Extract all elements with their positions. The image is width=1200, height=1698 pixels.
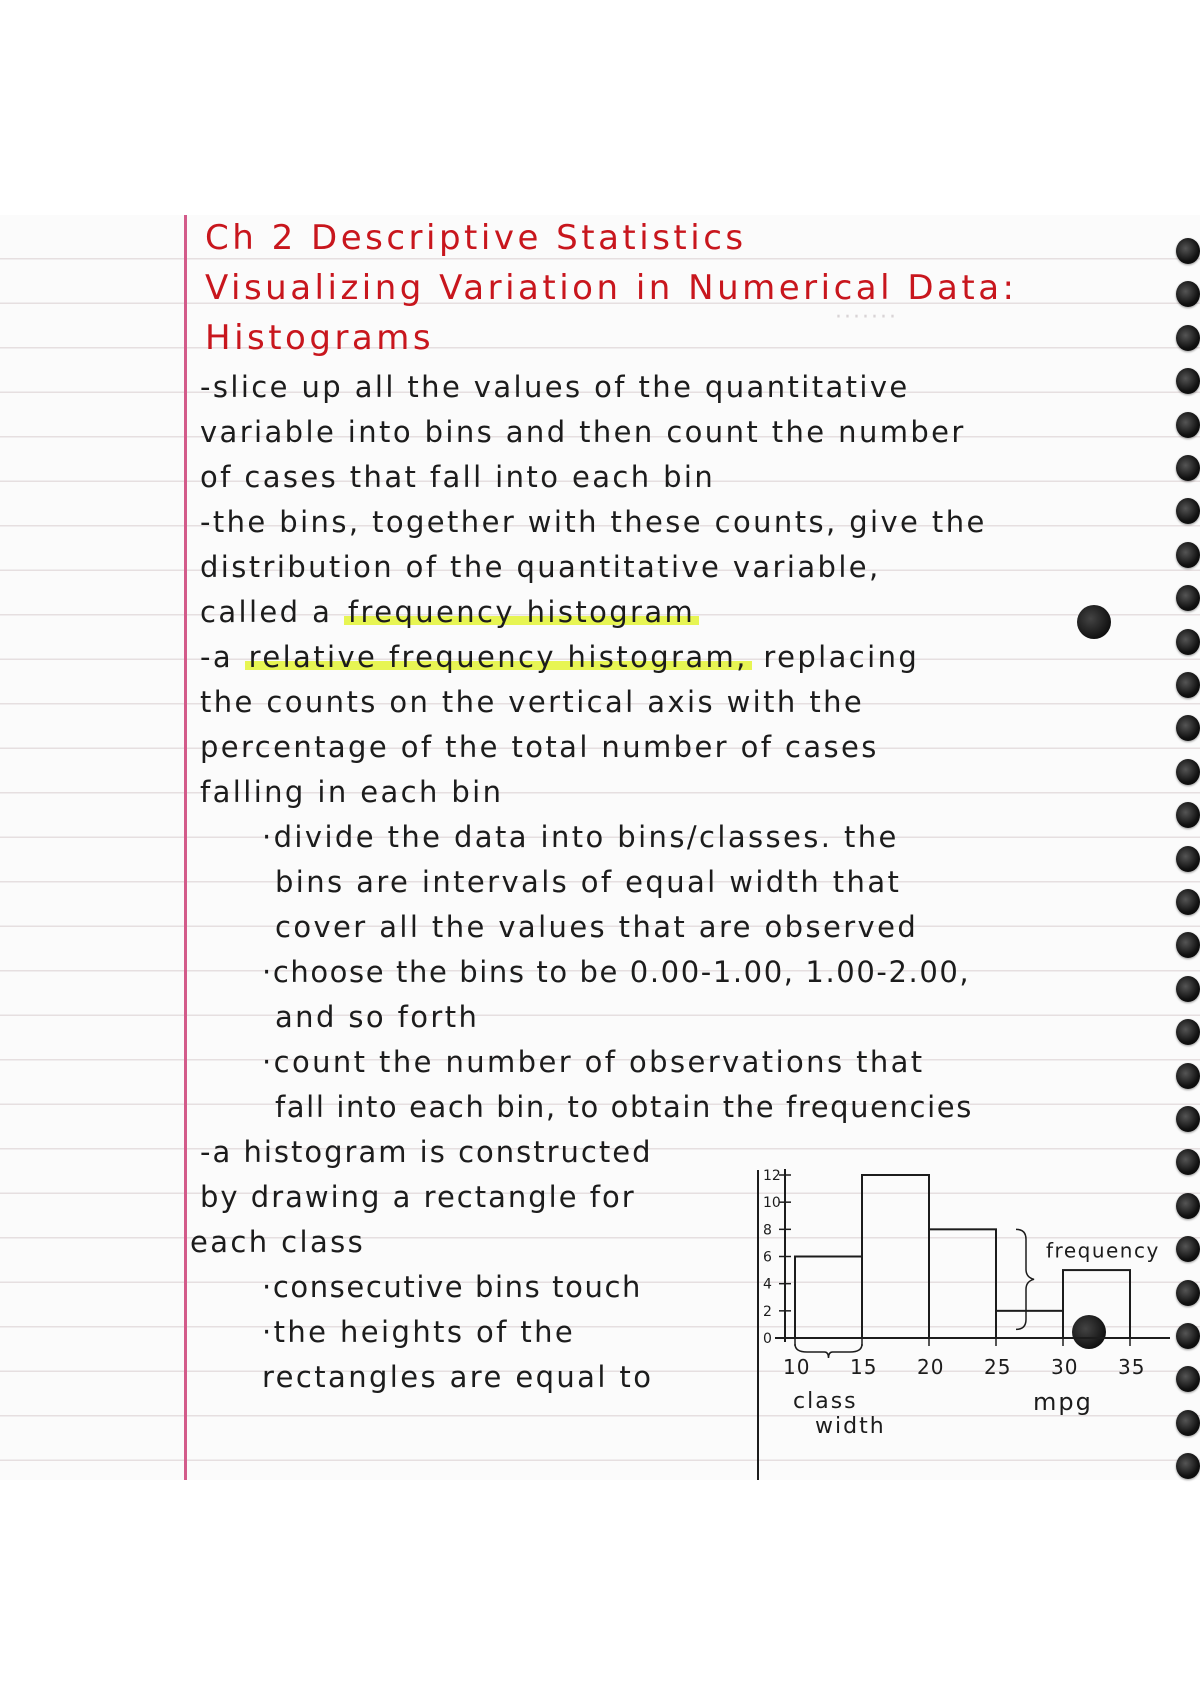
y-tick-label: 10 <box>763 1195 781 1212</box>
spiral-ring <box>1176 976 1200 1002</box>
bullet-line: rectangles are equal to <box>262 1360 654 1394</box>
x-tick-label: 35 <box>1118 1355 1146 1379</box>
spiral-ring <box>1176 802 1200 828</box>
x-tick-label: 15 <box>850 1355 878 1379</box>
note-line: -a histogram is constructed <box>200 1135 653 1169</box>
histogram-bar <box>929 1229 996 1338</box>
note-line: each class <box>190 1225 366 1259</box>
note-text: called a <box>200 595 333 629</box>
highlighted-term: relative frequency histogram, <box>245 640 752 674</box>
frequency-label: frequency <box>1046 1238 1160 1263</box>
note-line: variable into bins and then count the number <box>200 415 966 449</box>
y-tick-label: 12 <box>763 1168 781 1184</box>
x-tick-label: 10 <box>783 1355 811 1379</box>
y-tick-label: 2 <box>763 1303 772 1320</box>
spiral-ring <box>1176 1453 1200 1479</box>
spiral-ring <box>1176 1106 1200 1132</box>
note-line: -slice up all the values of the quantitative <box>200 370 910 404</box>
note-line: percentage of the total number of cases <box>200 730 879 764</box>
note-text: replacing <box>763 640 920 674</box>
bullet-line: fall into each bin, to obtain the frequencies <box>275 1090 973 1124</box>
spiral-ring <box>1176 238 1200 264</box>
y-tick-label: 0 <box>763 1331 772 1347</box>
bullet-line: ·count the number of observations that <box>262 1045 925 1079</box>
histogram-bar <box>996 1311 1063 1338</box>
bullet-line: ·divide the data into bins/classes. the <box>262 820 899 854</box>
class-width-label: class <box>793 1389 858 1414</box>
section-title: Visualizing Variation in Numerical Data: <box>205 268 1018 308</box>
histogram-bar <box>862 1175 929 1338</box>
topic-title: Histograms <box>205 318 435 358</box>
spiral-ring <box>1176 412 1200 438</box>
x-tick-label: 25 <box>984 1355 1012 1379</box>
note-line: of cases that fall into each bin <box>200 460 716 494</box>
margin-line <box>184 215 187 1480</box>
x-axis-label: mpg <box>1033 1388 1093 1416</box>
note-text: -a <box>200 640 234 674</box>
y-tick-label: 4 <box>763 1276 772 1293</box>
note-line: the counts on the vertical axis with the <box>200 685 865 719</box>
class-width-label: width <box>815 1414 886 1439</box>
note-line: falling in each bin <box>200 775 504 809</box>
spiral-ring <box>1176 1063 1200 1089</box>
note-line: by drawing a rectangle for <box>200 1180 636 1214</box>
bullet-line: ·the heights of the <box>262 1315 576 1349</box>
bullet-line: ·choose the bins to be 0.00-1.00, 1.00-2.00, <box>262 955 971 989</box>
bullet-line: bins are intervals of equal width that <box>275 865 902 899</box>
note-line: distribution of the quantitative variable, <box>200 550 881 584</box>
histogram-bar <box>795 1257 862 1339</box>
y-tick-label: 8 <box>763 1222 772 1239</box>
spiral-ring <box>1176 325 1200 351</box>
bullet-line: ·consecutive bins touch <box>262 1270 642 1304</box>
note-line: -the bins, together with these counts, give the <box>200 505 987 539</box>
spiral-ring <box>1176 1019 1200 1045</box>
spiral-ring <box>1176 542 1200 568</box>
x-tick-label: 20 <box>917 1355 945 1379</box>
spiral-ring <box>1176 846 1200 872</box>
bullet-line: and so forth <box>275 1000 480 1034</box>
spiral-ring <box>1176 368 1200 394</box>
x-tick-label: 30 <box>1051 1355 1079 1379</box>
note-line <box>200 640 919 674</box>
spiral-ring <box>1176 889 1200 915</box>
spiral-ring <box>1176 455 1200 481</box>
frequency-brace <box>1016 1229 1034 1329</box>
y-tick-label: 6 <box>763 1249 772 1266</box>
punch-hole <box>1077 605 1111 639</box>
histogram-chart <box>745 1163 1200 1448</box>
note-line <box>200 595 699 629</box>
histogram-bar <box>1063 1270 1130 1338</box>
spiral-ring <box>1176 629 1200 655</box>
bullet-line: cover all the values that are observed <box>275 910 919 944</box>
highlighted-term: frequency histogram <box>344 595 699 629</box>
spiral-ring <box>1176 759 1200 785</box>
spiral-ring <box>1176 585 1200 611</box>
bleed-through: ······· <box>835 305 898 330</box>
chapter-title: Ch 2 Descriptive Statistics <box>205 218 747 258</box>
spiral-ring <box>1176 672 1200 698</box>
